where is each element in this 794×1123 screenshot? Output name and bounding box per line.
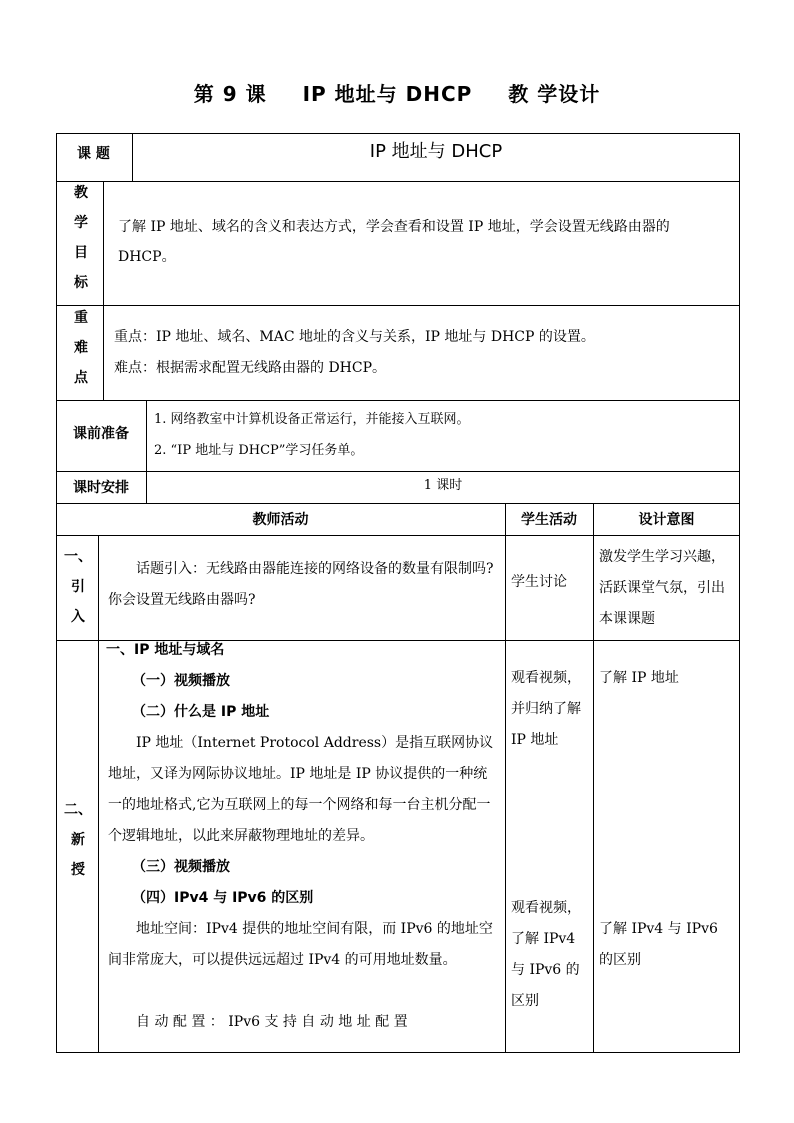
header-teacher: 教师活动 [252,512,309,528]
key-point-text: 重点：IP 地址、域名、MAC 地址的含义与关系，IP 地址与 DHCP 的设置。 [114,329,595,345]
section2-sub4: （四）IPv4 与 IPv6 的区别 [132,890,314,906]
document-title [0,78,794,107]
section2-student2: 观看视频，了解 IPv4 与 IPv6 的区别 [511,900,581,1009]
section2-para1: IP 地址（Internet Protocol Address）是指互联网协议地址，又译为网际协议地址。IP 地址是 IP 协议提供的一种统一的地址格式,它为互联网上的每一个网络和每一台主机分配一个逻辑地址，以此来屏蔽物理地址的差异。 [108,735,494,844]
section2-sub1: （一）视频播放 [132,673,230,689]
section1-label: 一、 引 入 [64,549,92,625]
section2-label: 二、 新 授 [64,802,92,878]
lesson-number: 第 9 课 [193,82,267,106]
section2-sub2: （二）什么是 IP 地址 [132,704,270,720]
preparation-item-2: 2. “IP 地址与 DHCP”学习任务单。 [154,443,364,458]
lesson-name: IP 地址与 DHCP [302,82,473,106]
schedule-value: 1 课时 [423,478,463,493]
difficult-point-text: 难点：根据需求配置无线路由器的 DHCP。 [114,360,387,376]
preparation-label: 课前准备 [73,426,129,442]
header-student: 学生活动 [521,512,577,528]
section2-design2: 了解 IPv4 与 IPv6 的区别 [599,921,718,968]
key-points-label: 重 难 点 [74,310,88,386]
section2-student1: 观看视频，并归纳了解 IP 地址 [511,670,581,748]
section1-design: 激发学生学习兴趣，活跃课堂气氛，引出本课课题 [599,549,725,627]
section2-sub3: （三）视频播放 [132,859,230,875]
section2-heading: 一、IP 地址与域名 [106,642,225,658]
topic-value: IP 地址与 DHCP [369,141,503,162]
preparation-item-1: 1. 网络教室中计算机设备正常运行，并能接入互联网。 [154,412,470,427]
section2-para2: 地址空间：IPv4 提供的地址空间有限，而 IPv6 的地址空间非常庞大，可以提供远远超过 IPv4 的可用地址数量。 [108,921,493,968]
section2-para3: 自 动 配 置 ： IPv6 支 持 自 动 地 址 配 置 [136,1014,408,1030]
section1-teacher: 话题引入：无线路由器能连接的网络设备的数量有限制吗?你会设置无线路由器吗? [108,561,494,608]
objective-text: 了解 IP 地址、域名的含义和表达方式，学会查看和设置 IP 地址，学会设置无线路由器的 DHCP。 [118,219,670,265]
header-design: 设计意图 [638,512,695,528]
objective-label: 教 学 目 标 [74,185,88,291]
doc-type: 教 学设计 [508,82,601,106]
section1-student: 学生讨论 [511,574,567,590]
section2-design1: 了解 IP 地址 [599,670,679,686]
schedule-label: 课时安排 [73,480,129,496]
topic-label: 课 题 [77,146,110,162]
